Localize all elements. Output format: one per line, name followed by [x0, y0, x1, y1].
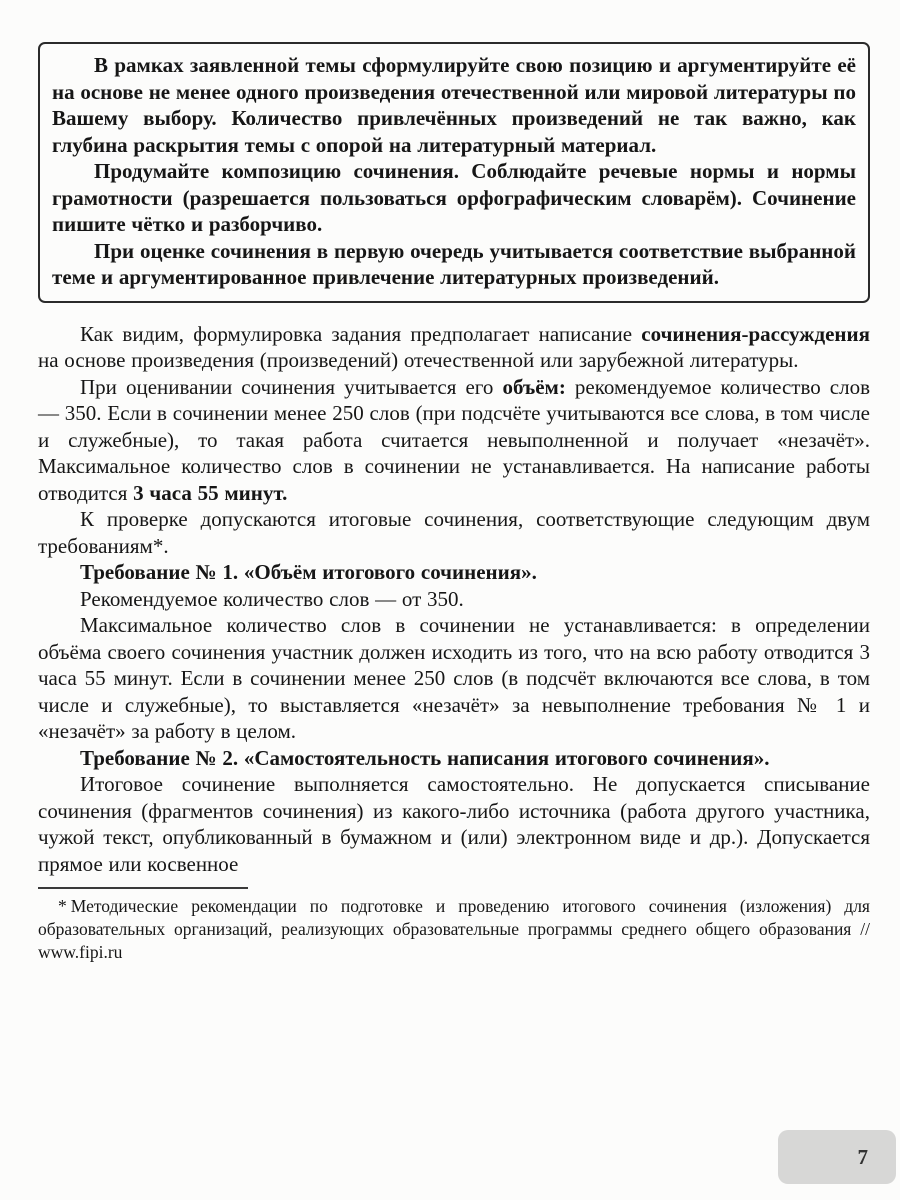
- page-content: [38, 42, 870, 964]
- body-paragraph-1: [38, 321, 870, 374]
- text-segment: При оценивании сочинения учитывается его: [80, 374, 503, 399]
- body-text: [38, 321, 870, 878]
- page-number-tab: [778, 1130, 896, 1184]
- page-number: 7: [857, 1145, 868, 1169]
- body-paragraph-6: Итоговое сочинение выполняется самостоятельно. Не допускается списывание сочинения (фрагментов сочинения) из какого-либо источника (работа другого участника, чужой текст, опубликованный в бумажном и (или) электронном виде и др.). Допускается прямое или косвенное: [38, 772, 870, 876]
- text-segment: Как видим, формулировка задания предполагает написание: [80, 321, 642, 346]
- text-segment-bold: сочинения-рассуждения: [641, 321, 870, 346]
- body-paragraph-3: К проверке допускаются итоговые сочинения, соответствующие следующим двум требованиям*.: [38, 507, 870, 558]
- text-segment-bold: 3 часа 55 минут.: [133, 480, 288, 505]
- body-paragraph-4: Рекомендуемое количество слов — от 350.: [80, 586, 464, 611]
- task-paragraph-3: При оценке сочинения в первую очередь учитывается соответствие выбранной теме и аргументированное привлечение литературных произведений.: [52, 238, 856, 289]
- task-instructions-box: [38, 42, 870, 303]
- body-paragraph-5: Максимальное количество слов в сочинении не устанавливается: в определении объёма своего сочинения участник должен исходить из того, что на всю работу отводится 3 часа 55 минут. Если в сочинении менее 250 слов (в подсчёт включаются все слова, в том числе и служебные), то выставляется «незачёт» за невыполнение требования № 1 и «незачёт» за работу в целом.: [38, 613, 870, 743]
- footnote: [38, 887, 870, 964]
- requirement-2-heading: Требование № 2. «Самостоятельность написания итогового сочинения».: [80, 745, 770, 770]
- footnote-body: Методические рекомендации по подготовке и проведению итогового сочинения (изложения) для образовательных организаций, реализующих образовательные программы среднего общего образования // www.fipi.ru: [38, 896, 870, 962]
- task-paragraph-2: Продумайте композицию сочинения. Соблюдайте речевые нормы и нормы грамотности (разрешается пользоваться орфографическим словарём). Сочинение пишите чётко и разборчиво.: [52, 159, 856, 236]
- body-paragraph-2: [38, 374, 870, 507]
- text-segment: на основе произведения (произведений) отечественной или зарубежной литературы.: [38, 348, 799, 372]
- footnote-marker: *: [58, 896, 67, 916]
- footnote-divider: [38, 887, 248, 889]
- requirement-1-heading: Требование № 1. «Объём итогового сочинения».: [80, 560, 537, 584]
- text-segment: рекомендуемое количество слов — 350. Если в сочинении менее 250 слов (при подсчёте учитываются все слова, в том числе и служебные), то такая работа считается невыполненной и получает «незачёт». Максимальное количество слов в сочинении не устанавливается. На написание работы отводится: [38, 374, 871, 505]
- task-paragraph-1: В рамках заявленной темы сформулируйте свою позицию и аргументируйте её на основе не менее одного произведения отечественной или мировой литературы по Вашему выбору. Количество привлечённых произведений не так важно, как глубина раскрытия темы с опорой на литературный материал.: [52, 53, 856, 157]
- text-segment-bold: объём:: [502, 374, 566, 399]
- footnote-text: [38, 895, 870, 964]
